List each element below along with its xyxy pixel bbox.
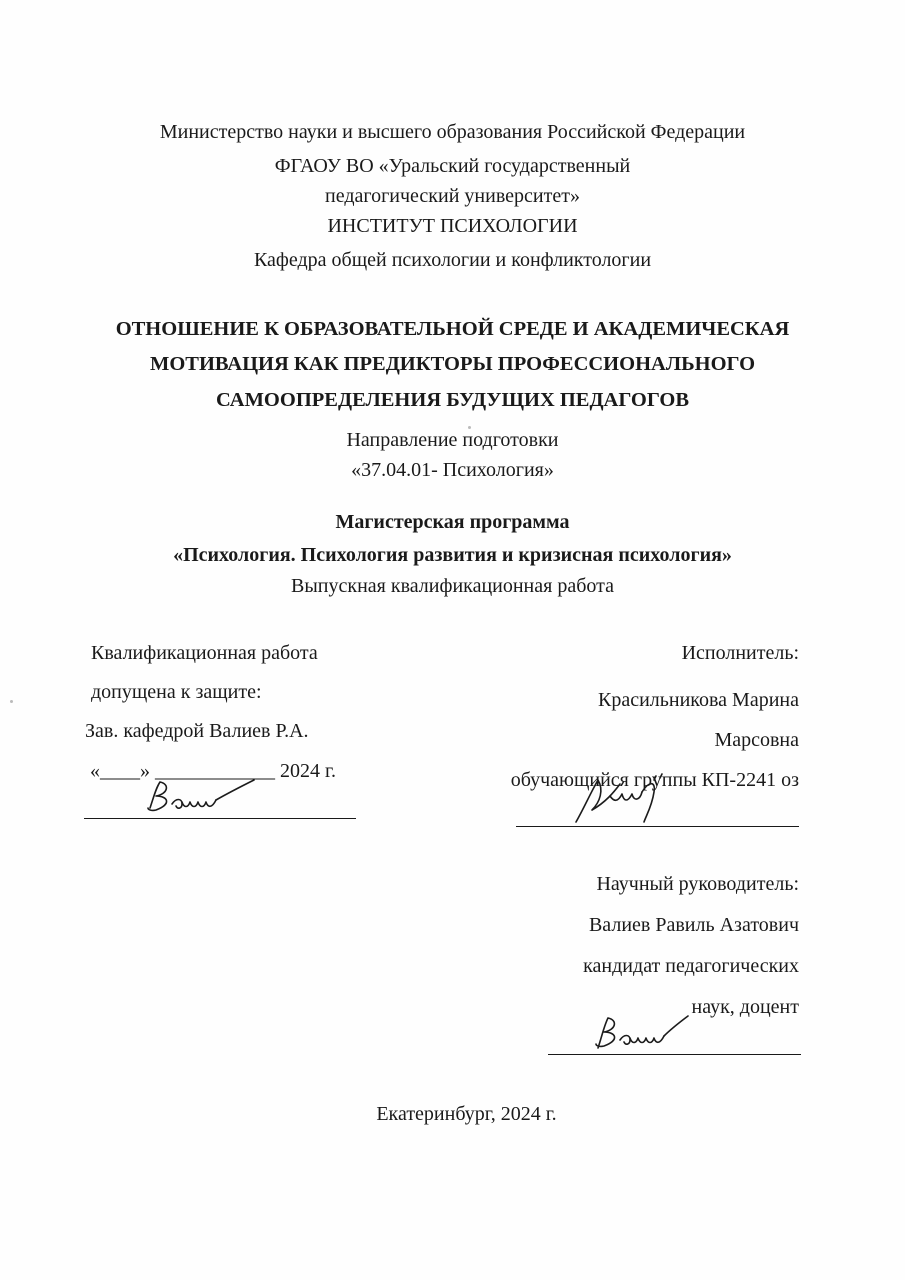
supervisor-label: Научный руководитель: bbox=[596, 873, 799, 895]
supervisor-signature bbox=[588, 1012, 698, 1058]
admission-date-line: «____» ____________ 2024 г. bbox=[90, 760, 336, 782]
university-line-1: ФГАОУ ВО «Уральский государственный bbox=[274, 155, 631, 177]
program-label: Магистерская программа bbox=[335, 511, 570, 533]
executor-signature-line bbox=[516, 826, 799, 827]
ministry-line: Министерство науки и высшего образования Российской Федерации bbox=[159, 121, 746, 143]
head-of-department-signature bbox=[142, 778, 262, 820]
thesis-title-line-2: МОТИВАЦИЯ КАК ПРЕДИКТОРЫ ПРОФЕССИОНАЛЬНОГО bbox=[149, 353, 756, 375]
thesis-title-line-3: САМООПРЕДЕЛЕНИЯ БУДУЩИХ ПЕДАГОГОВ bbox=[216, 389, 689, 411]
executor-name-line-1: Красильникова Марина bbox=[597, 689, 799, 711]
admission-line-2: допущена к защите: bbox=[91, 681, 262, 703]
program-name: «Психология. Психология развития и кризисная психология» bbox=[173, 544, 732, 566]
direction-code: «37.04.01- Психология» bbox=[351, 459, 554, 481]
scan-speck bbox=[10, 700, 13, 703]
executor-name-line-2: Марсовна bbox=[714, 729, 799, 751]
supervisor-name: Валиев Равиль Азатович bbox=[588, 914, 799, 936]
supervisor-degree-line-2: наук, доцент bbox=[691, 996, 799, 1018]
thesis-title-line-1: ОТНОШЕНИЕ К ОБРАЗОВАТЕЛЬНОЙ СРЕДЕ И АКАДЕМИЧЕСКАЯ bbox=[115, 318, 790, 340]
institute-line: ИНСТИТУТ ПСИХОЛОГИИ bbox=[327, 215, 578, 237]
executor-group: обучающийся группы КП-2241 оз bbox=[510, 769, 799, 791]
work-type: Выпускная квалификационная работа bbox=[291, 575, 614, 597]
head-of-department: Зав. кафедрой Валиев Р.А. bbox=[85, 720, 309, 742]
university-line-2: педагогический университет» bbox=[325, 185, 580, 207]
admission-line-1: Квалификационная работа bbox=[91, 642, 318, 664]
supervisor-degree-line-1: кандидат педагогических bbox=[583, 955, 799, 977]
executor-label: Исполнитель: bbox=[681, 642, 799, 664]
city-year: Екатеринбург, 2024 г. bbox=[376, 1103, 557, 1125]
direction-label: Направление подготовки bbox=[346, 429, 559, 451]
supervisor-signature-line bbox=[548, 1054, 801, 1055]
head-of-department-signature-line bbox=[84, 818, 356, 819]
scan-speck bbox=[468, 426, 471, 429]
executor-signature bbox=[570, 772, 680, 828]
department-line: Кафедра общей психологии и конфликтологии bbox=[253, 249, 652, 271]
